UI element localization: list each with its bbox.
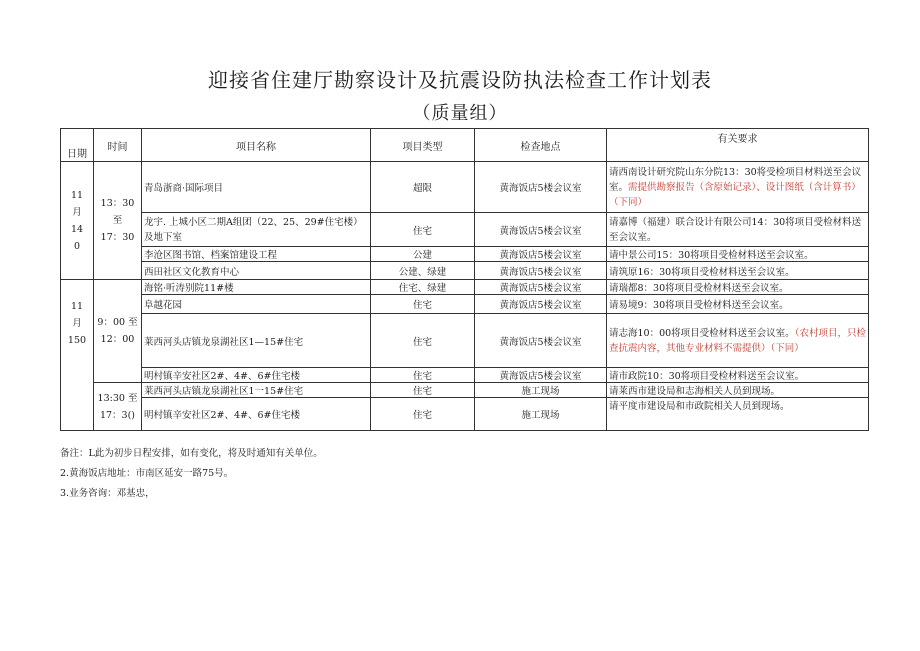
- project-name: 青岛浙商·国际项目: [142, 162, 371, 213]
- table-row: [61, 314, 869, 368]
- requirement-text: 请莱西市建设局和志海相关人员到现场。: [609, 386, 781, 397]
- date-line: 月: [72, 206, 82, 218]
- project-type: 住宅: [371, 295, 475, 314]
- project-type: 住宅、绿建: [371, 280, 475, 295]
- header-location: 检查地点: [475, 129, 607, 162]
- table-row: [61, 398, 869, 431]
- time-line: 9：00 至: [97, 317, 138, 328]
- requirements: [607, 213, 869, 247]
- time-line: 13:30 至: [97, 392, 138, 404]
- inspection-location: 黄海饭店5楼会议室: [475, 368, 607, 383]
- inspection-location: 黄海饭店5楼会议室: [475, 262, 607, 280]
- inspection-location: 黄海饭店5楼会议室: [475, 162, 607, 213]
- requirements: [607, 262, 869, 280]
- note-1: 备注：L此为初步日程安排，如有变化，将及时通知有关单位。: [60, 448, 323, 459]
- requirement-text: 请志海10：00将项目受检材料送至会议室。: [609, 327, 795, 339]
- requirement-note: （农村项目，只检查抗震内容，其他专业材料不需提供）（下同）: [609, 327, 866, 354]
- table-row: [61, 383, 869, 398]
- project-type: 住宅: [371, 213, 475, 247]
- requirements: [607, 280, 869, 295]
- time-cell-morning: [94, 280, 142, 383]
- note-2: 2.黄海饭店地址：市南区延安一路75号。: [60, 468, 234, 479]
- requirement-note: 需提供勘察报告（含原始记录）、设计图纸（含计算书）（下同）: [609, 181, 861, 208]
- date-line: 11: [70, 301, 84, 312]
- requirements: [607, 314, 869, 368]
- project-type: 住宅: [371, 368, 475, 383]
- project-name: 莱西河头店镇龙泉湖社区1—15#住宅: [142, 314, 371, 368]
- requirements: [607, 368, 869, 383]
- header-row: [61, 129, 869, 162]
- inspection-location: 黄海饭店5楼会议室: [475, 280, 607, 295]
- inspection-location: 黄海饭店5楼会议室: [475, 295, 607, 314]
- inspection-location: 黄海饭店5楼会议室: [475, 314, 607, 368]
- project-type: 住宅: [371, 314, 475, 368]
- project-name: 明村镇辛安社区2#、4#、6#住宅楼: [142, 398, 371, 431]
- requirements: [607, 162, 869, 213]
- header-requirements: 有关要求: [607, 129, 869, 162]
- requirements: [607, 295, 869, 314]
- time-line: 12：00: [100, 334, 135, 345]
- header-type: 项目类型: [371, 129, 475, 162]
- inspection-location: 黄海饭店5楼会议室: [475, 213, 607, 247]
- time-line: 至: [112, 215, 123, 226]
- inspection-location: 施工现场: [475, 383, 607, 398]
- note-3: 3.业务咨询：邓基忠，: [60, 488, 155, 499]
- inspection-location: 黄海饭店5楼会议室: [475, 247, 607, 262]
- inspection-location: 施工现场: [475, 398, 607, 431]
- date-line: 11: [70, 189, 84, 201]
- time-line: 17：3(): [99, 409, 136, 421]
- project-type: 公建、绿建: [371, 262, 475, 280]
- header-time: 时间: [94, 129, 142, 162]
- plan-table: [60, 128, 869, 431]
- project-name: 李沧区图书馆、档案馆建设工程: [142, 247, 371, 262]
- header-name: 项目名称: [142, 129, 371, 162]
- time-line: 13：30: [100, 198, 135, 209]
- table-row: [61, 213, 869, 247]
- date-cell-day14: [61, 162, 94, 280]
- time-cell-afternoon-15: [94, 383, 142, 431]
- project-type: 住宅: [371, 383, 475, 398]
- project-type: 超限: [371, 162, 475, 213]
- project-name: 西田社区文化教育中心: [142, 262, 371, 280]
- project-name: 阜越花园: [142, 295, 371, 314]
- table-row: [61, 368, 869, 383]
- requirement-text: 请筑原16：30将项目受检材料送至会议室。: [609, 266, 795, 278]
- page-subtitle: （质量组）: [412, 103, 508, 124]
- time-cell-afternoon: [94, 162, 142, 280]
- table-row: [61, 247, 869, 262]
- page-title: 迎接省住建厅勘察设计及抗震设防执法检查工作计划表: [208, 68, 712, 92]
- requirement-text: 请中景公司15：30将项目受检材料送至会议室。: [609, 250, 814, 261]
- requirement-text: 请西南设计研究院山东分院13：30将受检项目材料送至会议室。: [609, 166, 862, 193]
- project-type: 公建: [371, 247, 475, 262]
- project-name: 明村镇辛安社区2#、4#、6#住宅楼: [142, 368, 371, 383]
- requirement-text: 请瑞都8：30将项目受检材料送至会议室。: [609, 283, 789, 294]
- date-line: 月: [72, 318, 82, 329]
- project-type: 住宅: [371, 398, 475, 431]
- date-cell-day15: [61, 280, 94, 431]
- requirements: [607, 247, 869, 262]
- table-row: [61, 295, 869, 314]
- project-name: 龙宇. 上城小区二期A组团（22、25、29#住宅楼）及地下室: [142, 213, 371, 247]
- table-row: [61, 280, 869, 295]
- date-line: 0: [73, 240, 81, 252]
- date-line: 14: [70, 223, 84, 235]
- requirement-text: 请平度市建设局和市政院相关人员到现场。: [609, 401, 790, 412]
- header-date: 日期: [61, 129, 94, 162]
- requirement-text: 请嘉博（福建）联合设计有限公司14：30将项目受检材料送至会议室。: [609, 216, 862, 243]
- requirement-text: 请市政院10：30将项目受检材料送至会议室。: [609, 371, 805, 382]
- project-name: 莱西河头店镇龙泉湖社区1一15#住宅: [142, 383, 371, 398]
- table-row: [61, 162, 869, 213]
- requirement-text: 请易境9：30将项目受检材料送至会议室。: [609, 300, 789, 311]
- requirements: [607, 398, 869, 431]
- table-row: [61, 262, 869, 280]
- notes: [60, 444, 323, 504]
- requirements: [607, 383, 869, 398]
- time-line: 17：30: [100, 232, 135, 243]
- date-line: 150: [67, 335, 87, 346]
- project-name: 海铭·听涛别院11#楼: [142, 280, 371, 295]
